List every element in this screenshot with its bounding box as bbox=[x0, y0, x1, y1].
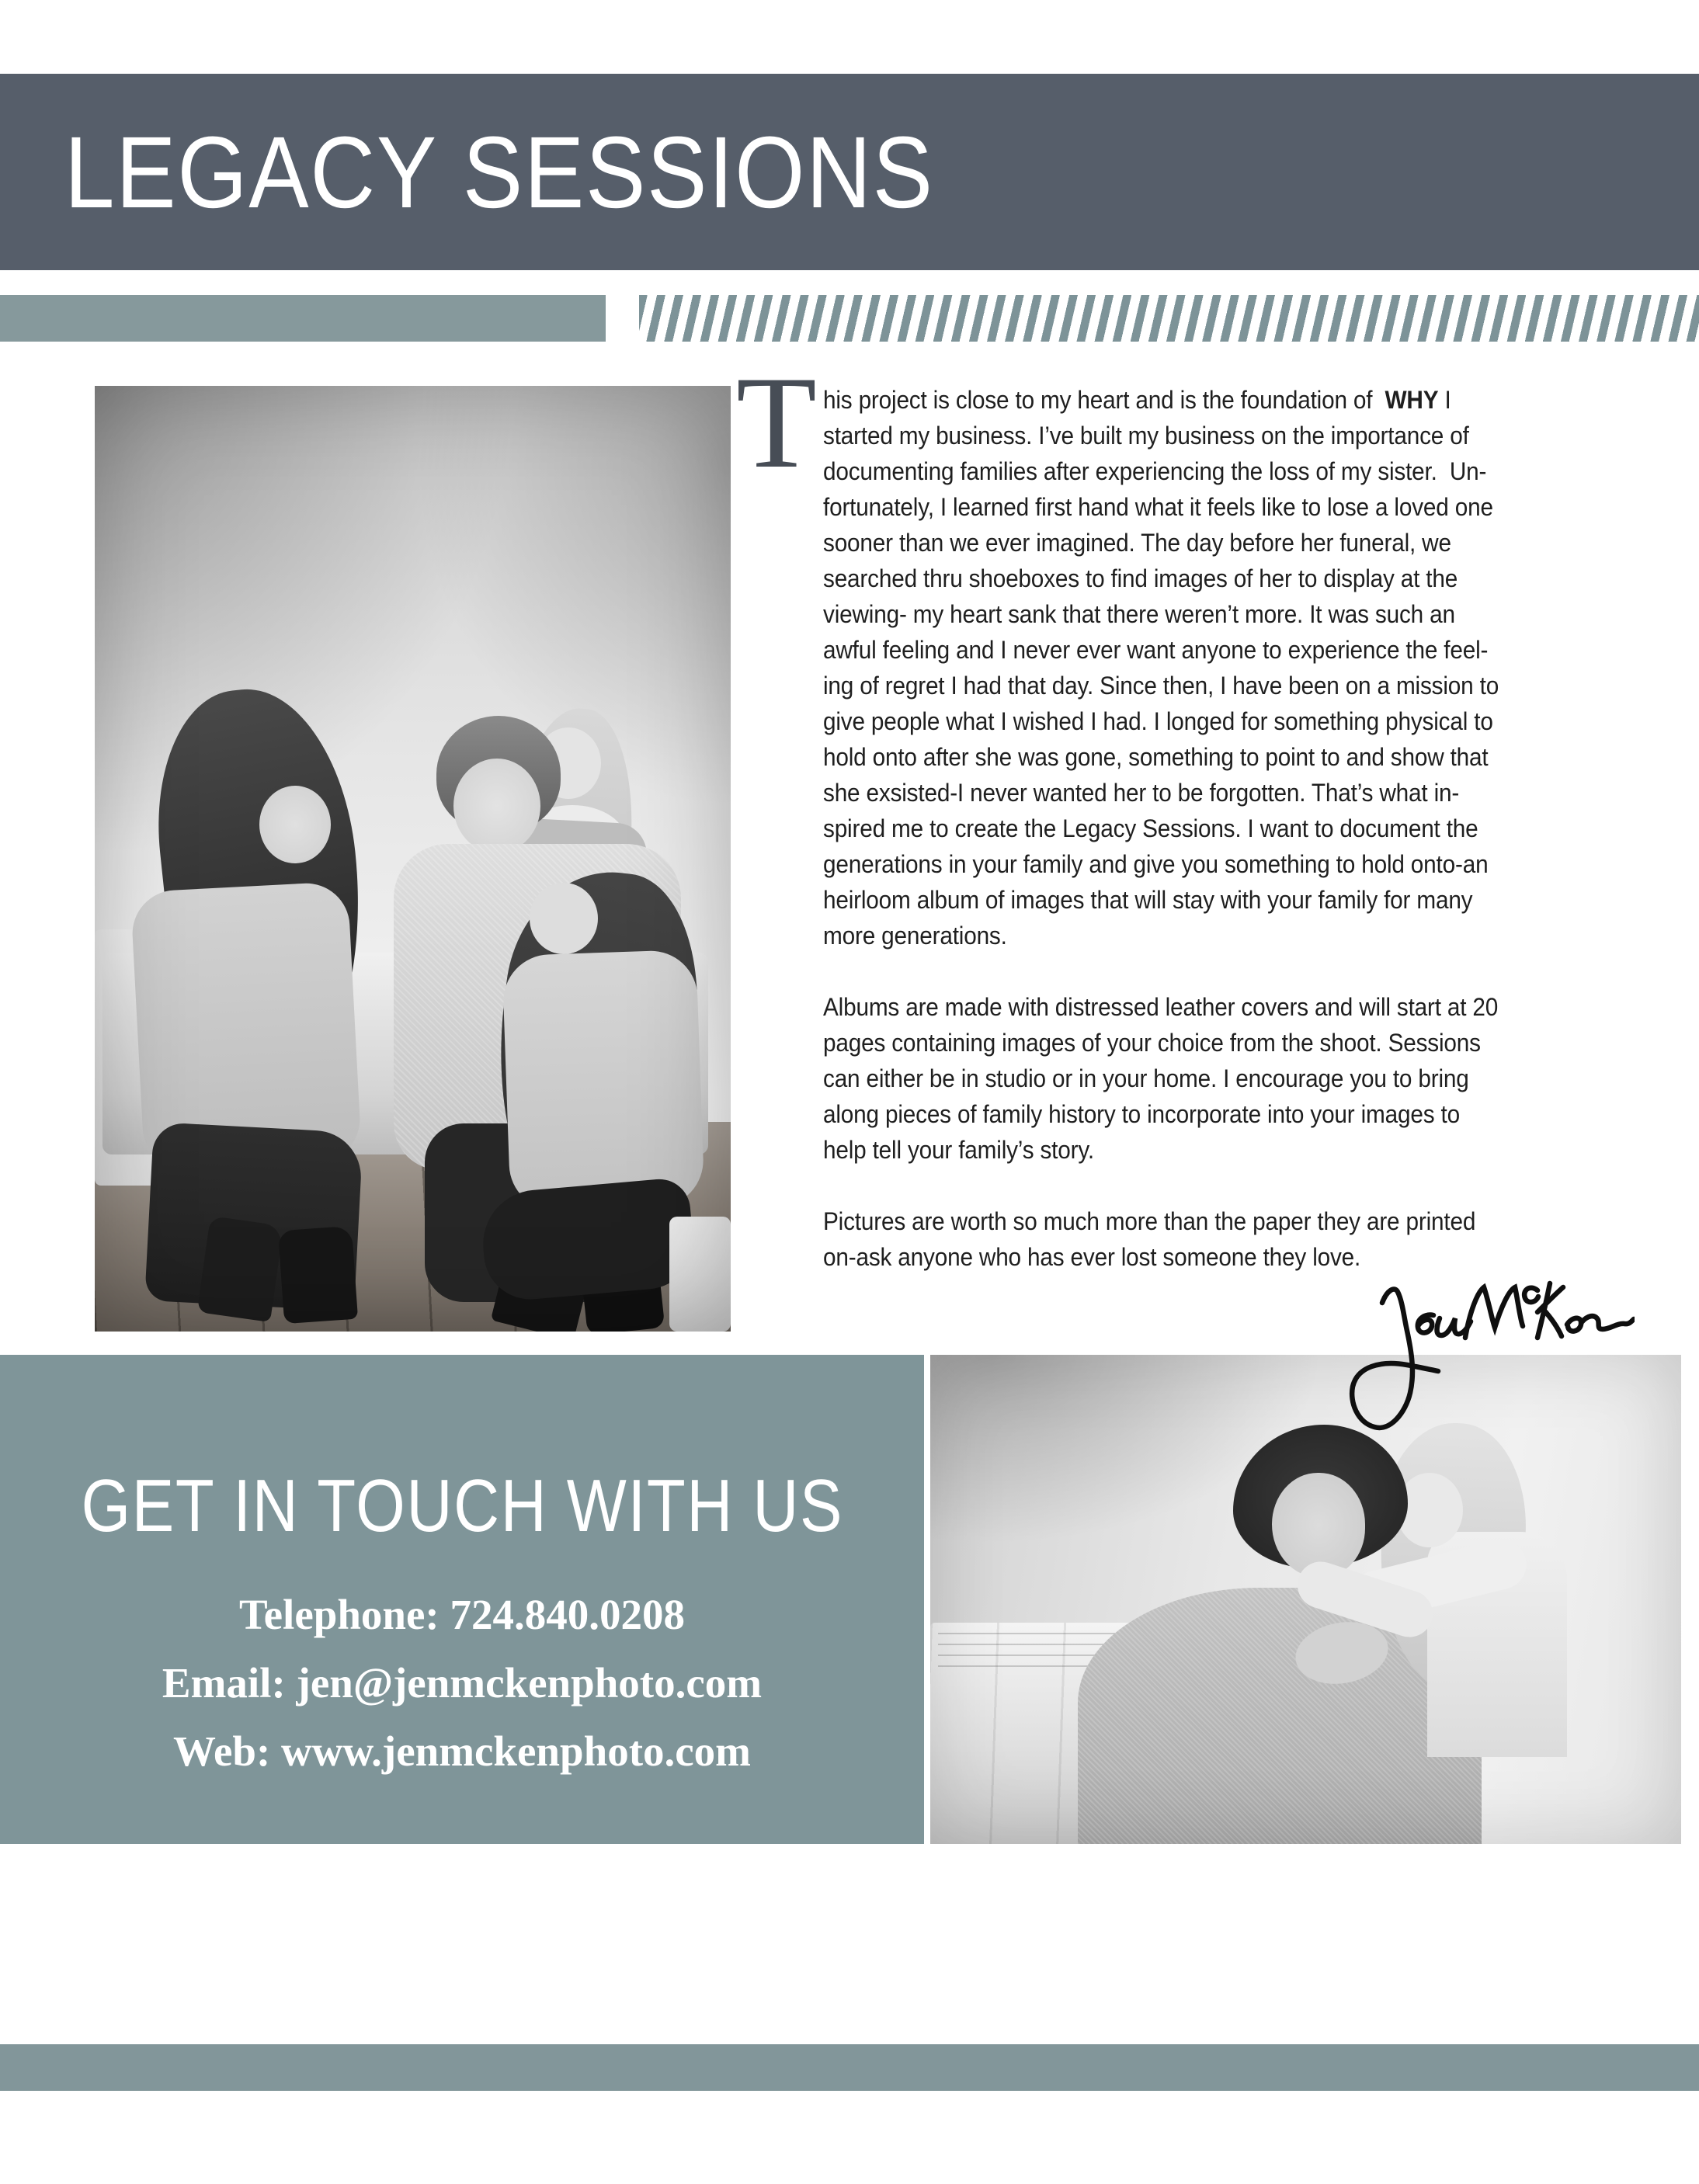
contact-box bbox=[0, 1355, 924, 1844]
article-line: ing of regret I had that day. Since then, I have been on a mission to bbox=[823, 672, 1499, 700]
article-line: searched thru shoeboxes to find images of her to display at the bbox=[823, 564, 1458, 592]
signature bbox=[1343, 1279, 1635, 1435]
article-text bbox=[823, 382, 1699, 1275]
article-line: along pieces of family history to incorporate into your images to bbox=[823, 1100, 1460, 1128]
article-line: viewing- my heart sank that there weren’t more. It was such an bbox=[823, 600, 1455, 628]
article-line: hold onto after she was gone, something to point to and show that bbox=[823, 743, 1489, 771]
article-line: started my business. I’ve built my business on the importance of bbox=[823, 422, 1469, 450]
article-line: help tell your family’s story. bbox=[823, 1136, 1094, 1164]
article-line: fortunately, I learned first hand what it feels like to lose a loved one bbox=[823, 493, 1493, 521]
article-line: she exsisted-I never wanted her to be forgotten. That’s what in- bbox=[823, 779, 1460, 807]
photo-vignette bbox=[95, 386, 731, 1332]
accent-bar bbox=[0, 295, 606, 342]
article-line-segment: his project is close to my heart and is the foundation of bbox=[823, 386, 1385, 414]
article-line: heirloom album of images that will stay with your family for many bbox=[823, 886, 1473, 914]
article-line: pages containing images of your choice from the shoot. Sessions bbox=[823, 1029, 1481, 1057]
article-line bbox=[823, 382, 1699, 418]
article-line-bold-segment: WHY bbox=[1385, 386, 1439, 414]
contact-web: Web: www.jenmckenphoto.com bbox=[172, 1727, 751, 1775]
dropcap-letter: T bbox=[736, 349, 817, 495]
article-line: sooner than we ever imagined. The day before her funeral, we bbox=[823, 529, 1451, 557]
contact-lines bbox=[0, 1580, 924, 1785]
article-line: more generations. bbox=[823, 922, 1007, 950]
article-line: Albums are made with distressed leather covers and will start at 20 bbox=[823, 993, 1499, 1021]
article-line: on-ask anyone who has ever lost someone they love. bbox=[823, 1243, 1361, 1271]
article-line-segment: I bbox=[1438, 386, 1451, 414]
article-line: generations in your family and give you something to hold onto-an bbox=[823, 850, 1489, 878]
contact-heading: GET IN TOUCH WITH US bbox=[81, 1464, 843, 1547]
article-line: Pictures are worth so much more than the paper they are printed bbox=[823, 1207, 1476, 1235]
article-line: can either be in studio or in your home. I encourage you to bring bbox=[823, 1064, 1469, 1092]
contact-telephone: Telephone: 724.840.0208 bbox=[239, 1590, 685, 1638]
article-line: documenting families after experiencing the loss of my sister. Un- bbox=[823, 457, 1487, 485]
article-line: spired me to create the Legacy Sessions. I want to document the bbox=[823, 814, 1478, 842]
contact-email: Email: jen@jenmckenphoto.com bbox=[162, 1658, 763, 1707]
contact-heading-wrap bbox=[0, 1432, 924, 1580]
header-bar bbox=[0, 74, 1699, 270]
footer-bar bbox=[0, 2044, 1699, 2091]
page-title: LEGACY SESSIONS bbox=[64, 115, 934, 229]
diagonal-slashes-decoration bbox=[639, 295, 1699, 342]
article-line: give people what I wished I had. I longed for something physical to bbox=[823, 707, 1493, 735]
family-photo bbox=[95, 386, 731, 1332]
article-line: awful feeling and I never ever want anyone to experience the feel- bbox=[823, 636, 1489, 664]
